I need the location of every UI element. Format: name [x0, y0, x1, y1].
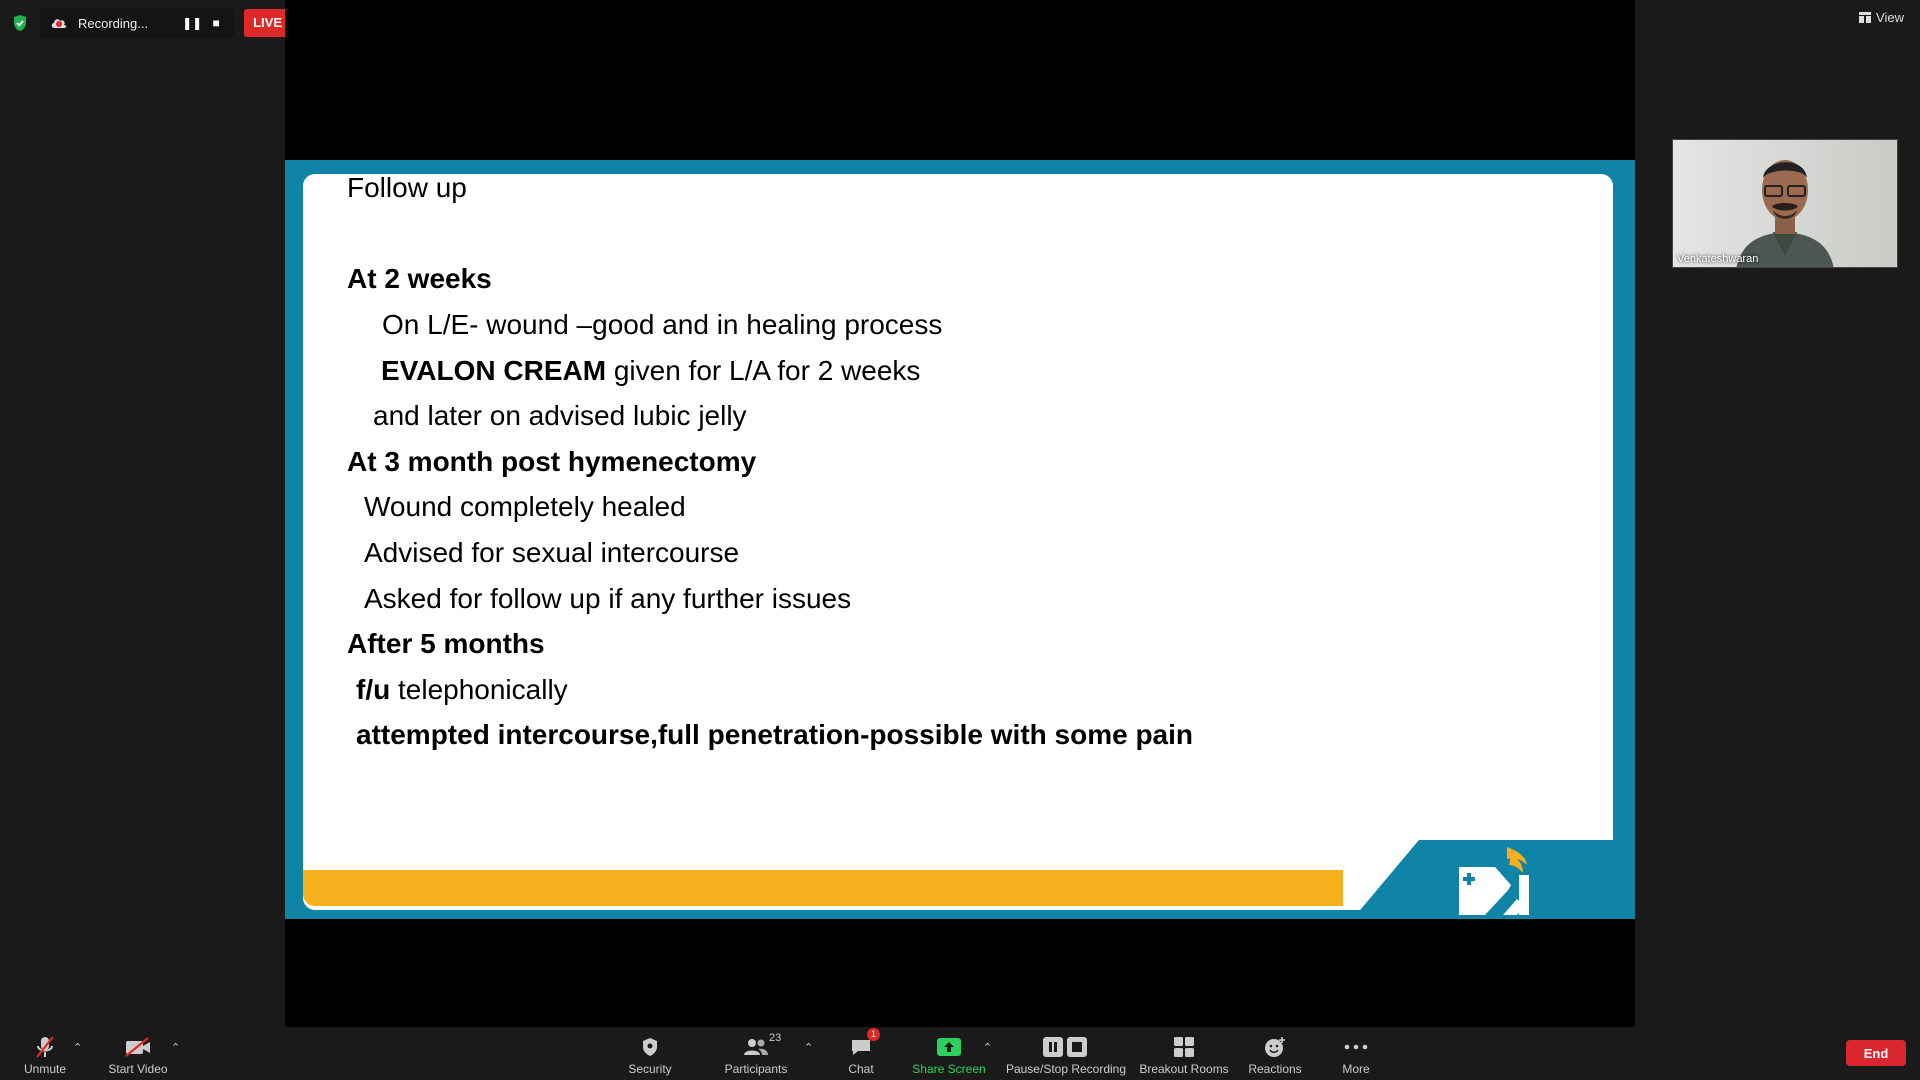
unmute-label: Unmute	[23, 1062, 67, 1076]
pause-stop-recording-label: Pause/Stop Recording	[1005, 1062, 1127, 1076]
recording-indicator	[40, 8, 234, 38]
recording-label: Recording...	[78, 15, 149, 31]
more-dots-icon	[1344, 1034, 1368, 1060]
slide-line-4-rest: given for L/A for 2 weeks	[606, 355, 921, 386]
slide-line-11-rest: telephonically	[390, 674, 568, 705]
view-layout-button[interactable]	[1859, 10, 1904, 25]
pause-stop-icon	[1043, 1034, 1089, 1060]
slide-line-9: Asked for follow up if any further issues	[364, 583, 852, 614]
breakout-rooms-label: Breakout Rooms	[1139, 1062, 1229, 1076]
slide-line-4	[381, 348, 920, 394]
more-label: More	[1342, 1062, 1370, 1076]
participants-icon	[743, 1032, 782, 1060]
unmute-button[interactable]	[14, 1027, 76, 1080]
medical-logo-icon	[1455, 845, 1539, 919]
live-badge: LIVE	[244, 9, 291, 37]
slide-line-5: and later on advised lubic jelly	[373, 400, 747, 431]
end-meeting-button[interactable]	[1846, 1040, 1906, 1066]
meeting-toolbar	[0, 1027, 1920, 1080]
participant-name: Venkateshwaran	[1677, 253, 1759, 265]
security-shield-icon	[641, 1034, 659, 1060]
participants-button[interactable]	[718, 1027, 794, 1080]
breakout-rooms-button[interactable]	[1138, 1027, 1230, 1080]
share-screen-label: Share Screen	[912, 1062, 986, 1076]
reactions-button[interactable]	[1242, 1027, 1308, 1080]
encryption-shield-icon[interactable]	[10, 13, 30, 33]
chat-bubble-icon	[850, 1029, 876, 1060]
participants-label: Participants	[724, 1062, 788, 1076]
video-options-caret-icon[interactable]: ⌃	[171, 1042, 181, 1054]
slide-line-4-bold: EVALON CREAM	[381, 355, 607, 386]
chat-button[interactable]	[838, 1027, 884, 1080]
reactions-smiley-icon	[1263, 1034, 1287, 1060]
audio-options-caret-icon[interactable]: ⌃	[73, 1042, 83, 1054]
participant-video-image	[1725, 148, 1845, 268]
slide-line-7: Wound completely healed	[364, 491, 686, 522]
slide-line-11-bold: f/u	[356, 674, 391, 705]
more-button[interactable]	[1334, 1027, 1378, 1080]
share-options-caret-icon[interactable]: ⌃	[983, 1042, 993, 1054]
pause-stop-recording-button[interactable]	[1004, 1027, 1128, 1080]
grid-view-icon	[1859, 12, 1871, 23]
participant-video-tile[interactable]	[1672, 139, 1898, 268]
participants-options-caret-icon[interactable]: ⌃	[804, 1042, 814, 1054]
chat-unread-badge: 1	[867, 1028, 880, 1041]
slide-line-11	[356, 667, 568, 713]
start-video-button[interactable]	[104, 1027, 172, 1080]
end-label: End	[1863, 1045, 1889, 1061]
stop-recording-icon[interactable]: ■	[212, 16, 220, 30]
share-screen-button[interactable]	[908, 1027, 993, 1080]
participants-count: 23	[769, 1032, 782, 1044]
slide-line-2: At 2 weeks	[347, 263, 492, 294]
cloud-recording-icon	[50, 16, 68, 30]
slide-line-3: On L/E- wound –good and in healing process	[382, 309, 943, 340]
start-video-label: Start Video	[108, 1062, 168, 1076]
slide-content-card	[303, 174, 1613, 910]
view-label: View	[1876, 10, 1904, 25]
security-button[interactable]	[620, 1027, 680, 1080]
presentation-slide	[285, 160, 1635, 919]
security-label: Security	[628, 1062, 672, 1076]
muted-microphone-icon	[34, 1034, 56, 1060]
slide-line-10: After 5 months	[347, 628, 545, 659]
share-screen-icon	[937, 1034, 961, 1060]
chat-label: Chat	[848, 1062, 874, 1076]
slide-yellow-band	[303, 870, 1343, 906]
slide-line-8: Advised for sexual intercourse	[364, 537, 740, 568]
slide-line-6: At 3 month post hymenectomy	[347, 446, 757, 477]
breakout-rooms-icon	[1173, 1034, 1195, 1060]
reactions-label: Reactions	[1248, 1062, 1302, 1076]
slide-line-1: Follow up	[347, 172, 467, 203]
video-off-icon	[124, 1034, 152, 1060]
pause-recording-icon[interactable]: ❚❚	[182, 16, 203, 30]
slide-line-12: attempted intercourse,full penetration-possible with some pain	[356, 719, 1194, 750]
